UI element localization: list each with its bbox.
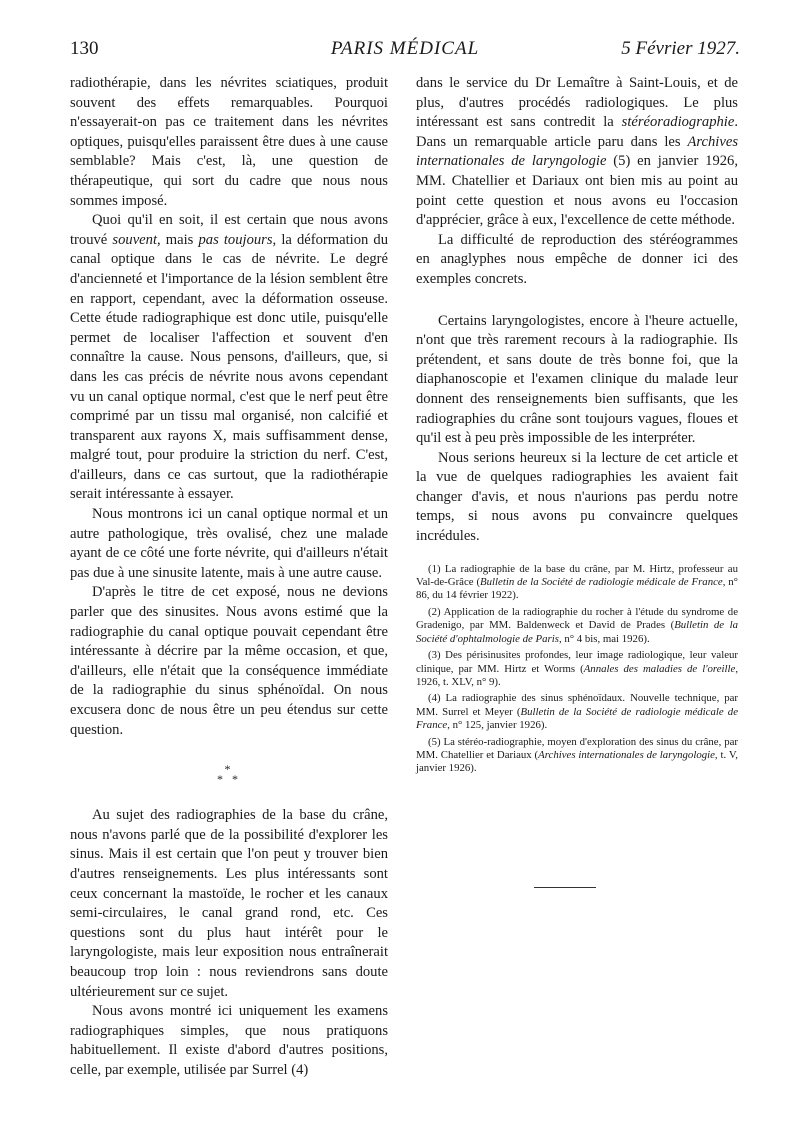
paragraph: Au sujet des radiographies de la base du crâne, nous n'avons parlé que de la possibilité d'explorer les sinus. Mais il est certain que l'on peut y trouver bien d'autres renseignements. Les plus intéressants sont ceux concernant la mastoïde, le rocher et les canaux semi-circulaires, le canal grand rond, etc. Ces questions sont du plus haut intérêt pour le laryngologiste, mais leur exposition nous entraînerait beaucoup trop loin : nous reviendrons sans doute ultérieurement sur ce sujet.	[70, 807, 388, 1000]
section-separator: * * *	[217, 762, 241, 787]
footnote: (4) La radiographie des sinus sphénoïdaux. Nouvelle technique, par MM. Surrel et Meyer (Bulletin de la Société de radiologie médicale de France, n° 125, janvier 1926).	[416, 692, 738, 732]
footnote: (1) La radiographie de la base du crâne, par M. Hirtz, professeur au Val-de-Grâce (Bulletin de la Société de radiologie médicale de France, n° 86, du 14 février 1922).	[416, 562, 738, 602]
issue-date: 5 Février 1927.	[621, 38, 740, 59]
paragraph: dans le service du Dr Lemaître à Saint-Louis, et de plus, d'autres procédés radiologiques. Le plus intéressant est sans contredit la stéréoradiographie. Dans un remarquable article paru dans les Archives internationales de laryngologie (5) en janvier 1926, MM. Chatellier et Dariaux ont bien mis au point au point cette question et nous avons eu l'occasion d'apprécier, grâce à eux, l'excellence de cette méthode.	[416, 75, 738, 229]
page-number: 130	[70, 38, 99, 59]
left-column	[70, 74, 388, 1081]
right-column	[416, 74, 738, 779]
paragraph: Certains laryngologistes, encore à l'heure actuelle, n'ont que très rarement recours à la radiographie. Ils prétendent, et sans doute de très bonne foi, que la diaphanoscopie et l'examen clinique du malade leur donnent des renseignements bien suffisants, que les radiographies du crâne sont toujours vagues, floues et qu'il est à peu près impossible de les interpréter.	[416, 312, 738, 447]
footnote: (5) La stéréo-radiographie, moyen d'exploration des sinus du crâne, par MM. Chatellier et Dariaux (Archives internationales de laryngologie, t. V, janvier 1926).	[416, 735, 738, 775]
end-rule	[534, 887, 596, 888]
footnotes	[416, 563, 738, 776]
paragraph: Nous montrons ici un canal optique normal et un autre pathologique, très ovalisé, chez une malade ayant de ce côté une forte névrite, qui d'ailleurs n'était pas due à une sinusite latente, mais à une autre cause.	[70, 506, 388, 581]
footnote: (2) Application de la radiographie du rocher à l'étude du syndrome de Gradenigo, par MM. Baldenweck et David de Prades (Bulletin de la Société d'ophtalmologie de Paris, n° 4 bis, mai 1926).	[416, 605, 738, 645]
footnote: (3) Des périsinusites profondes, leur image radiologique, leur valeur clinique, par MM. Hirtz et Worms (Annales des maladies de l'oreille, 1926, t. XLV, n° 9).	[416, 649, 739, 688]
paragraph: Quoi qu'il en soit, il est certain que nous avons trouvé souvent, mais pas toujours, la déformation du canal optique dans le cas de névrite. Le degré d'ancienneté et l'importance de la lésion semblent être en rapport, cependant, avec la déformation osseuse. Cette étude radiographique est donc utile, puisqu'elle permet de localiser l'affection et souvent d'en connaître la cause. Nous pensons, d'ailleurs, que, si dans les cas précis de névrite nous avons cependant vu un canal optique normal, c'est que le nerf peut être comprimé par un tissu mal organisé, non calcifié et transparent aux rayons X, mais suffisamment dense, malgré tout, pour produire la striction du nerf. C'est, d'ailleurs, dans ce cas surtout, que la radiothérapie serait intéressante à essayer.	[70, 212, 389, 503]
paragraph: radiothérapie, dans les névrites sciatiques, produit souvent des effets remarquables. Pourquoi n'essayerait-on pas ce traitement dans les névrites optiques, puisqu'elles paraissent être dues à une cause semblable? Mais c'est, là, une question de thérapeutique, qui sort du cadre que nous nous sommes imposé.	[70, 75, 388, 209]
paragraph: La difficulté de reproduction des stéréogrammes en anaglyphes nous empêche de donner ici des exemples concrets.	[416, 231, 738, 287]
paragraph: Nous serions heureux si la lecture de cet article et la vue de quelques radiographies les avaient fait changer d'avis, et nous n'aurions pas perdu notre temps, si nous avons pu convaincre quelques incrédules.	[416, 449, 738, 545]
page-header	[70, 38, 740, 72]
journal-title: PARIS MÉDICAL	[330, 38, 480, 59]
paragraph: D'après le titre de cet exposé, nous ne devions parler que des sinusites. Nous avons estimé que la radiographie du canal optique pouvait cependant être intéressante à décrire par la même occasion, et que, d'ailleurs, elle n'était que la conséquence immédiate de la radiographie du sinus sphénoïdal. On nous excusera donc de nous être un peu étendus sur cette question.	[70, 584, 388, 738]
paragraph: Nous avons montré ici uniquement les examens radiographiques simples, que nous pratiquons habituellement. Il existe d'abord d'autres positions, celle, par exemple, utilisée par Surrel (4)	[70, 1003, 388, 1078]
